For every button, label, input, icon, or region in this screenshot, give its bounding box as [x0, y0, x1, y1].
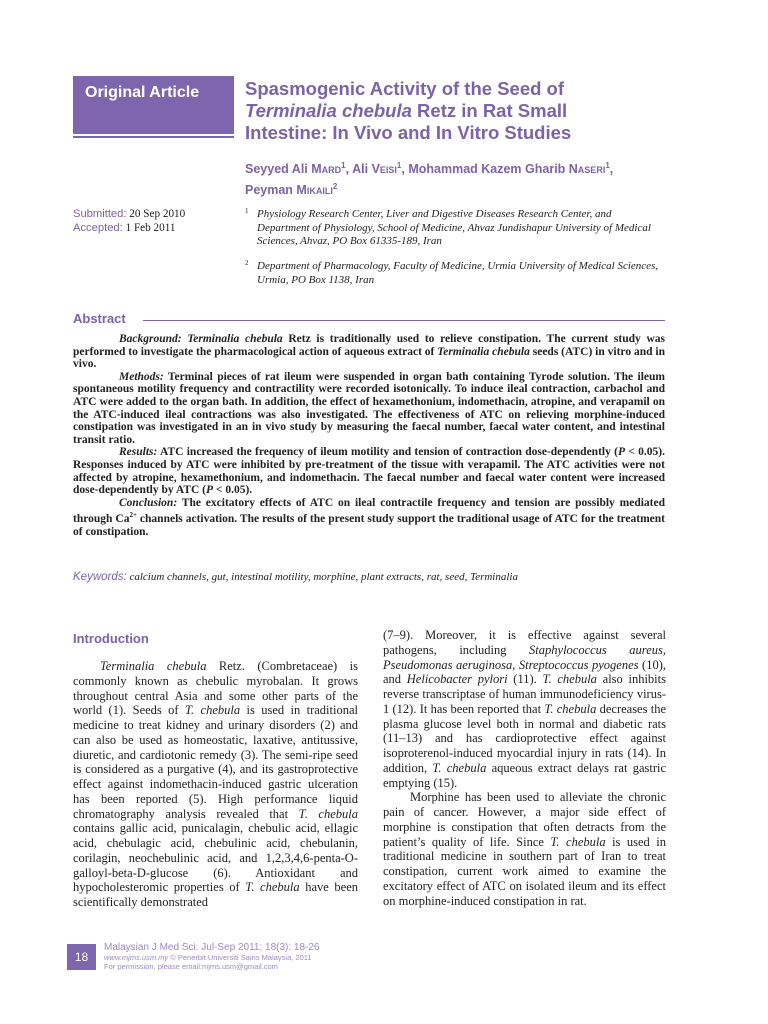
abstract-background: Background: Terminalia chebula Retz is traditionally used to relieve constipation. The current study was performed to investigate the pharmacological action of aqueous extract of Terminalia chebula seeds (ATC) in vitro and in vivo. — [73, 333, 665, 371]
badge-underline — [73, 136, 234, 138]
title-line-2 — [245, 100, 705, 122]
permission-note: For permission, please email:mjms.usm@gmail.com — [104, 962, 278, 971]
title-line-3: Intestine: In Vivo and In Vitro Studies — [245, 122, 572, 143]
author-1: Seyyed Ali Mard$^1$ — [245, 161, 346, 177]
abstract-body — [73, 333, 665, 538]
affiliation-1: 1 Physiology Research Center, Liver and Digestive Diseases Research Center, and Department of Physiology, School of Medicine, Ahvaz Jundishapur University of Medical Sciences, Ahvaz, PO Box 61335-189, Iran — [245, 207, 651, 247]
title-line-2-rest: Retz in Rat Small — [411, 100, 568, 121]
accepted-date: Accepted: 1 Feb 2011 — [73, 222, 176, 234]
submitted-date: Submitted: 20 Sep 2010 — [73, 208, 186, 220]
intro-paragraph-1-cont: (7–9). Moreover, it is effective against several pathogens, including Staphylococcus aureus, Pseudomonas aeruginosa, Streptococcus pyogenes (10), and Helicobacter pylori (11). T. chebula also inhibits reverse transcriptase of human immunodeficiency virus-1 (12). It has been reported that T. chebula decreases the plasma glucose level both in normal and diabetic rats (11–13) and has cardioprotective effect against isoproterenol-induced myocardial injury in rats (14). In addition, T. chebula aqueous extract delays rat gastric emptying (15). — [383, 628, 667, 790]
journal-footer — [104, 942, 319, 971]
author-4: Peyman Mikaili$^2$ — [245, 182, 338, 198]
author-2: Ali Veisi$^1$ — [352, 161, 402, 177]
author-3: Mohammad Kazem Gharib Naseri$^1$ — [408, 161, 610, 177]
abstract-heading: Abstract — [73, 311, 126, 326]
introduction-heading: Introduction — [73, 631, 149, 646]
intro-paragraph-1: Terminalia chebula Retz. (Combretaceae) is commonly known as chebulic myrobalan. It grows throughout central Asia and some other parts of the world (1). Seeds of T. chebula is used in traditional medicine to treat kidney and urinary disorders (2) and can also be used as homeostatic, laxative, antitussive, diuretic, and cardiotonic remedy (3). The semi-ripe seed is considered as a purgative (4), and its gastroprotective effect against indomethacin-induced gastric ulceration has been reported (5). High performance liquid chromatography analysis revealed that T. chebula contains gallic acid, punicalagin, chebulic acid, ellagic acid, chebulagic acid, chebulinic acid, chebulanin, corilagin, neochebulinic acid, and 1,2,3,4,6-penta-O-galloyl-beta-D-glucose (6). Antioxidant and hypocholesteromic properties of T. chebula have been scientifically demonstrated — [73, 659, 359, 909]
abstract-results: Results: ATC increased the frequency of ileum motility and tension of contraction dose-dependently (P < 0.05). Responses induced by ATC were inhibited by pre-treatment of the tissue with verapamil. The ATC activities were not affected by atropine, hexamethonium, and indomethacin. The faecal number and faecal water content were increased dose-dependently by ATC (P < 0.05). — [73, 446, 665, 497]
article-title — [245, 78, 705, 144]
abstract-methods: Methods: Terminal pieces of rat ileum were suspended in organ bath containing Tyrode solution. The ileum spontaneous motility frequency and contractility were recorded isotonically. To induce ileal contraction, carbachol and ATC were added to the organ bath. In addition, the effect of hexamethonium, indomethacin, atropine, and verapamil on the ATC-induced ileal contractions was also investigated. The effectiveness of ATC on relieving morphine-induced constipation was investigated in an in vivo study by measuring the faecal number, faecal water content, and intestinal transit ratio. — [73, 370, 665, 446]
keywords: Keywords: calcium channels, gut, intestinal motility, morphine, plant extracts, rat, seed, Terminalia — [73, 571, 518, 583]
intro-paragraph-2: Morphine has been used to alleviate the chronic pain of cancer. However, a major side effect of morphine is constipation that often detracts from the patient’s quality of life. Since T. chebula is used in traditional medicine in southern part of Iran to treat constipation, current work aimed to examine the excitatory effect of ATC on isolated ileum and its effect on morphine-induced constipation in rat. — [383, 790, 666, 908]
intro-column-1 — [73, 659, 358, 910]
abstract-conclusion: Conclusion: The excitatory effects of ATC on ileal contractile frequency and tension are possibly mediated through $Ca^{2+}$ channels activation. The results of the present study support the traditional usage of ATC for the treatment of constipation. — [73, 496, 666, 538]
title-species: Terminalia chebula — [245, 100, 412, 121]
page-number: 18 — [67, 944, 96, 970]
abstract-rule — [143, 320, 665, 321]
article-type-badge: Original Article — [73, 76, 234, 134]
journal-website-line: www.mjms.usm.my © Penerbit Universiti Sains Malaysia, 2011 — [104, 953, 312, 962]
title-line-1: Spasmogenic Activity of the Seed of — [245, 78, 565, 99]
author-list: Seyyed Ali Mard$^1$, Ali Veisi$^1$, Mohammad Kazem Gharib Naseri$^1$, Peyman Mikaili$^2$ — [245, 161, 614, 198]
journal-website-link[interactable]: www.mjms.usm.my — [104, 953, 169, 962]
intro-column-2 — [383, 628, 666, 908]
affiliation-2: 2 Department of Pharmacology, Faculty of Medicine, Urmia University of Medical Sciences, Urmia, PO Box 1138, Iran — [245, 259, 659, 286]
journal-citation: Malaysian J Med Sci. Jul-Sep 2011; 18(3): 18-26 — [104, 942, 320, 953]
submission-dates — [73, 207, 185, 235]
